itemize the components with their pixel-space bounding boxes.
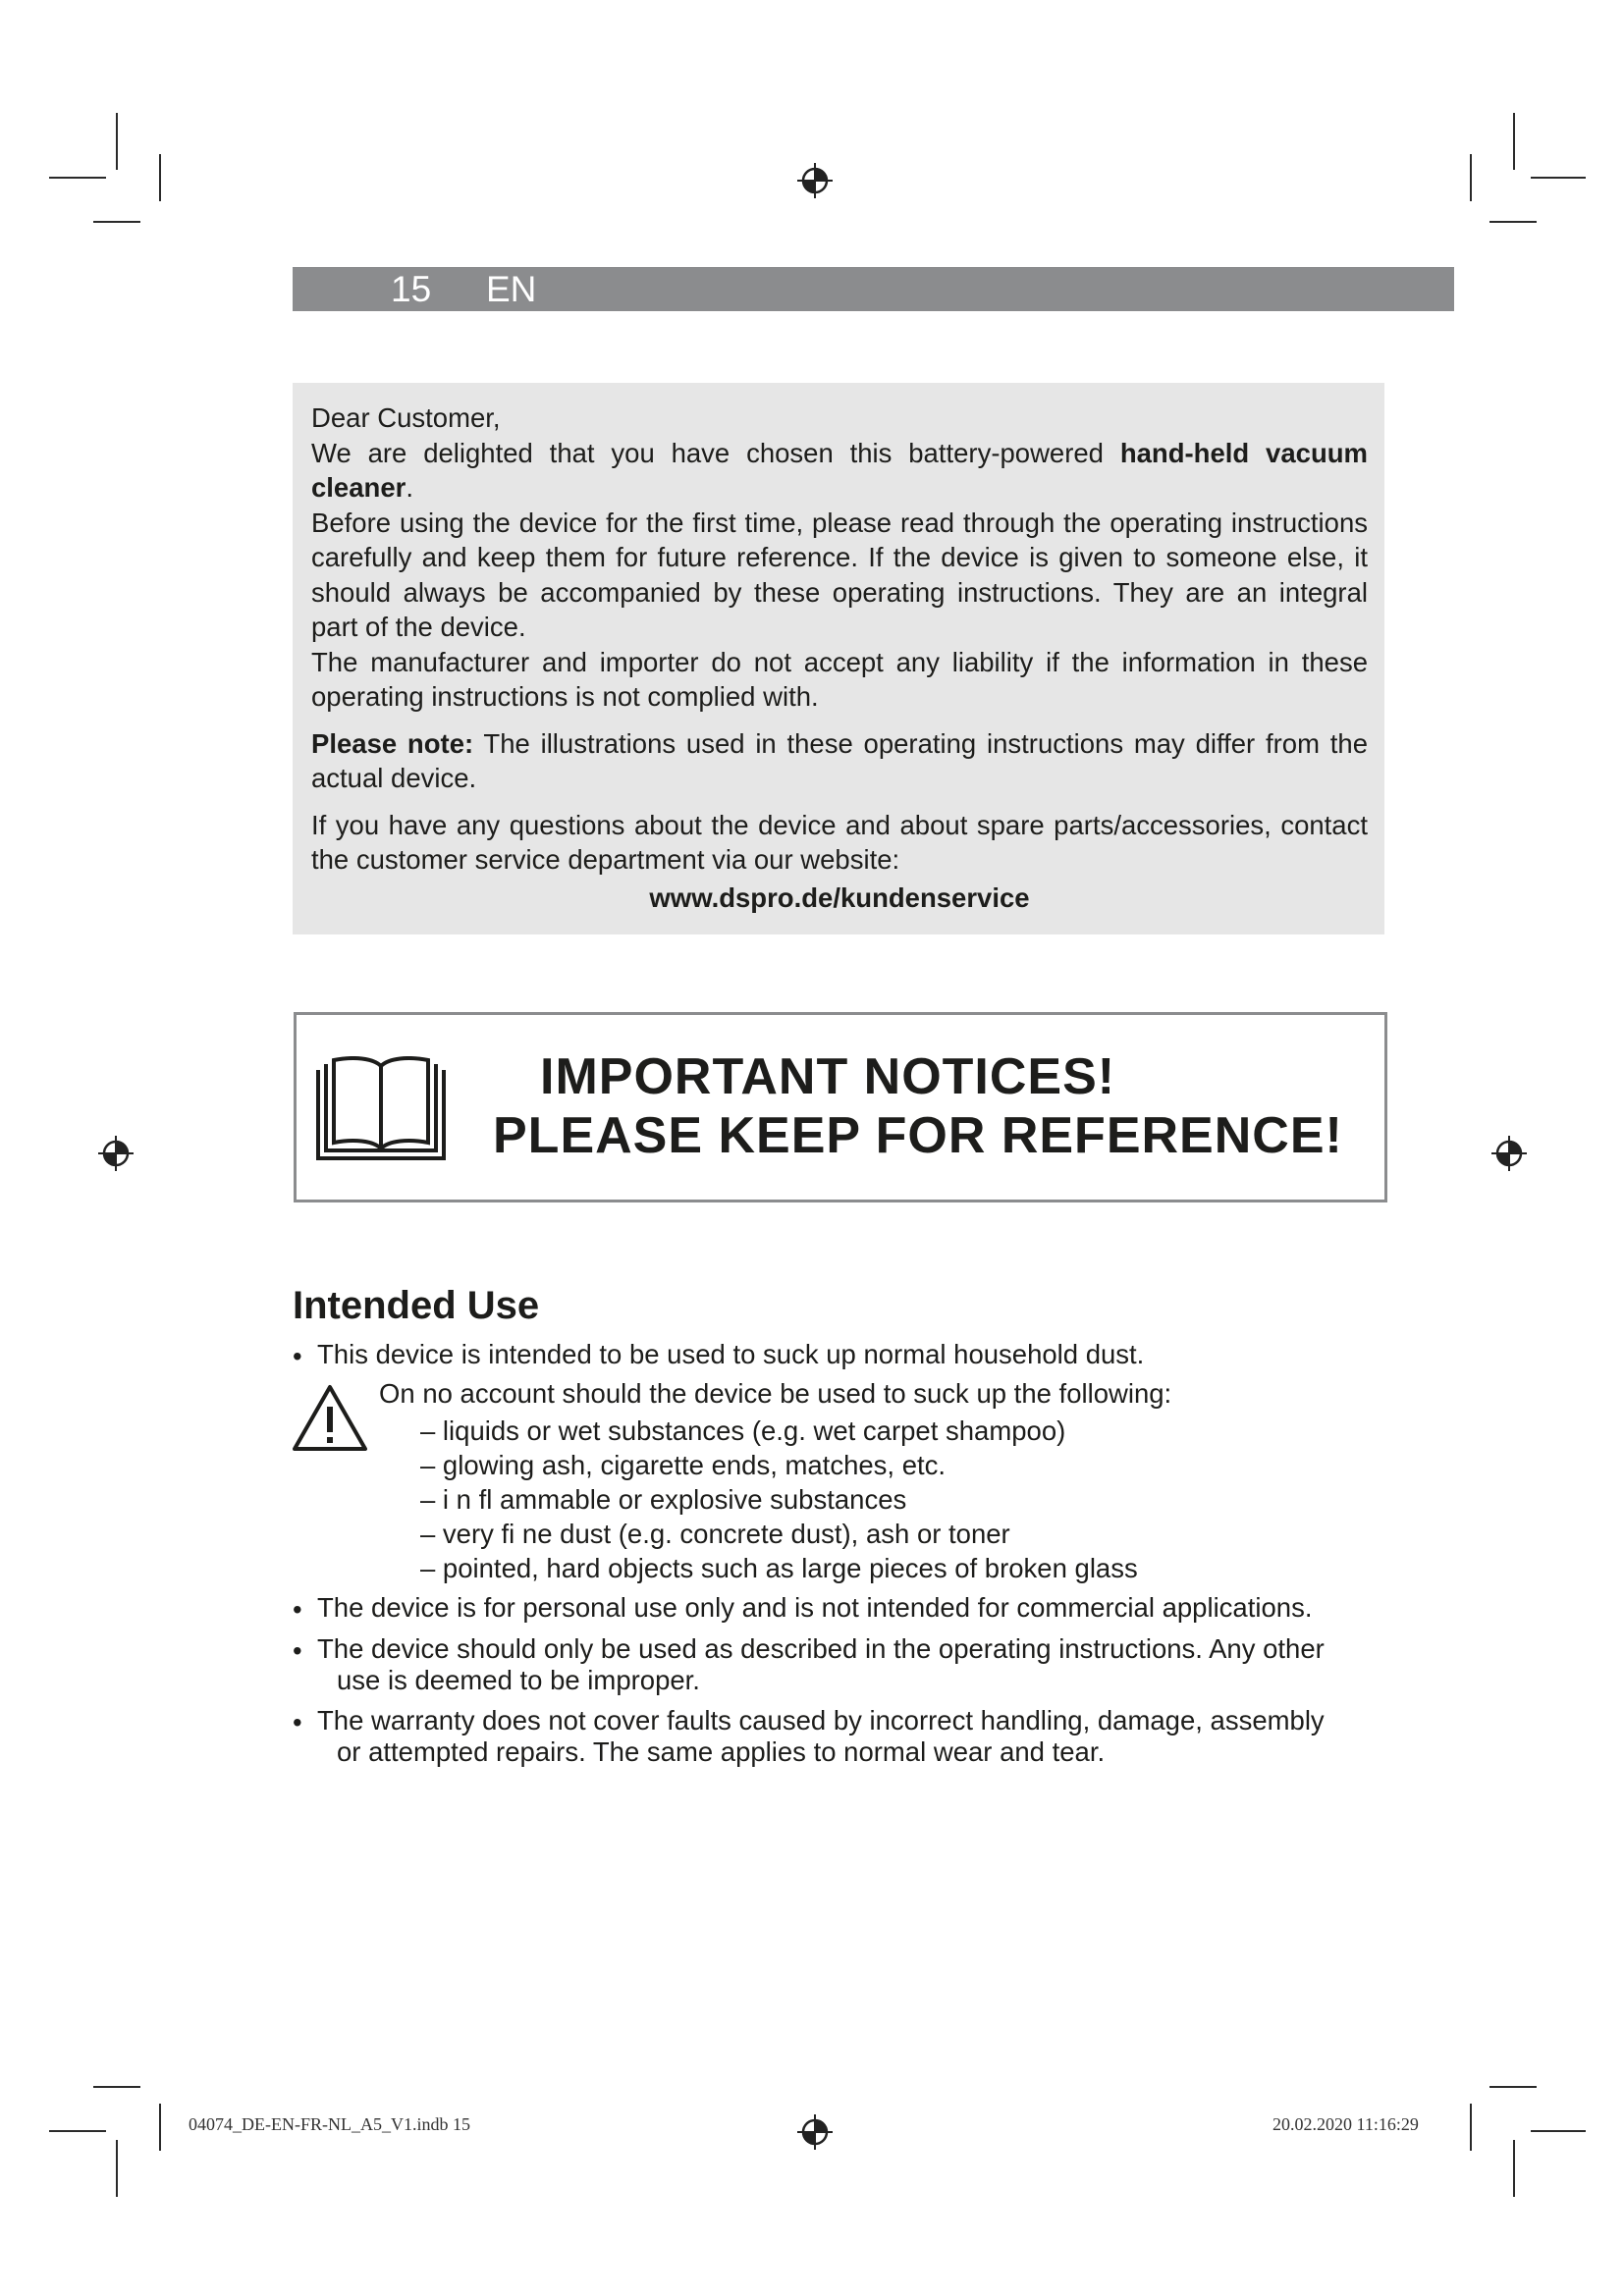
bullet: • (293, 1341, 302, 1371)
footer-file-info: 04074_DE-EN-FR-NL_A5_V1.indb 15 (189, 2114, 470, 2134)
please-note: Please note: The illustrations used in these operating instructions may differ from the actual device. (311, 727, 1368, 793)
bullet: • (293, 1707, 302, 1737)
section-title: Intended Use (293, 1284, 540, 1327)
bullet-text-4-line-1: The warranty does not cover faults caused by incorrect handling, damage, assembly (317, 1705, 1325, 1735)
intro-paragraph-5: If you have any questions about the device and about spare parts/accessories, contact the customer service department via our website: (311, 809, 1368, 875)
bullet: • (293, 1594, 302, 1625)
bullet-text-4-line-2: or attempted repairs. The same applies to normal wear and tear. (337, 1736, 1106, 1767)
warning-item: – liquids or wet substances (e.g. wet carpet shampoo) (420, 1415, 1066, 1446)
page-number: 15 (391, 269, 432, 309)
intro-box (293, 383, 1384, 934)
warning-item: – pointed, hard objects such as large pieces of broken glass (420, 1553, 1138, 1583)
warning-item: – glowing ash, cigarette ends, matches, etc. (420, 1450, 947, 1480)
intro-paragraph-1: We are delighted that you have chosen this battery-powered hand-held vacuum cleaner. (311, 437, 1368, 503)
registration-mark-icon (795, 2112, 835, 2152)
warning-triangle-icon (291, 1382, 369, 1453)
registration-mark-icon (795, 161, 835, 200)
language-code: EN (486, 269, 537, 309)
bullet-text-3-line-2: use is deemed to be improper. (337, 1665, 700, 1695)
warning-intro: On no account should the device be used to suck up the following: (379, 1378, 1172, 1409)
greeting: Dear Customer, (311, 402, 501, 433)
bullet-text-3-line-1: The device should only be used as described in the operating instructions. Any other (317, 1633, 1325, 1664)
footer-timestamp: 20.02.2020 11:16:29 (1272, 2114, 1419, 2134)
registration-mark-icon (96, 1134, 135, 1173)
note-label: Please note: (311, 727, 474, 759)
warning-item: – very fi ne dust (e.g. concrete dust), ash or toner (420, 1519, 1010, 1549)
page-header (293, 267, 1454, 311)
notice-line-1: IMPORTANT NOTICES! (540, 1048, 1116, 1105)
registration-mark-icon (1489, 1134, 1529, 1173)
intro-paragraph-2: Before using the device for the first time, please read through the operating instructions carefully and keep them for future reference. If the device is given to someone else, it should always be accompanied by these operating instructions. They are an integral part of the device. (311, 507, 1368, 642)
notice-line-2: PLEASE KEEP FOR REFERENCE! (493, 1107, 1343, 1164)
bullet-text-1: This device is intended to be used to suck up normal household dust. (317, 1339, 1145, 1369)
warning-item: – i n fl ammable or explosive substances (420, 1484, 907, 1515)
important-notice-box (294, 1012, 1387, 1202)
bullet-text-2: The device is for personal use only and is not intended for commercial applications. (317, 1592, 1313, 1623)
bullet: • (293, 1635, 302, 1666)
intro-paragraph-3: The manufacturer and importer do not accept any liability if the information in these operating instructions is not complied with. (311, 646, 1368, 712)
service-url: www.dspro.de/kundenservice (649, 881, 1030, 913)
book-icon (314, 1056, 448, 1162)
product-name: hand-held vacuum cleaner (311, 437, 1368, 503)
